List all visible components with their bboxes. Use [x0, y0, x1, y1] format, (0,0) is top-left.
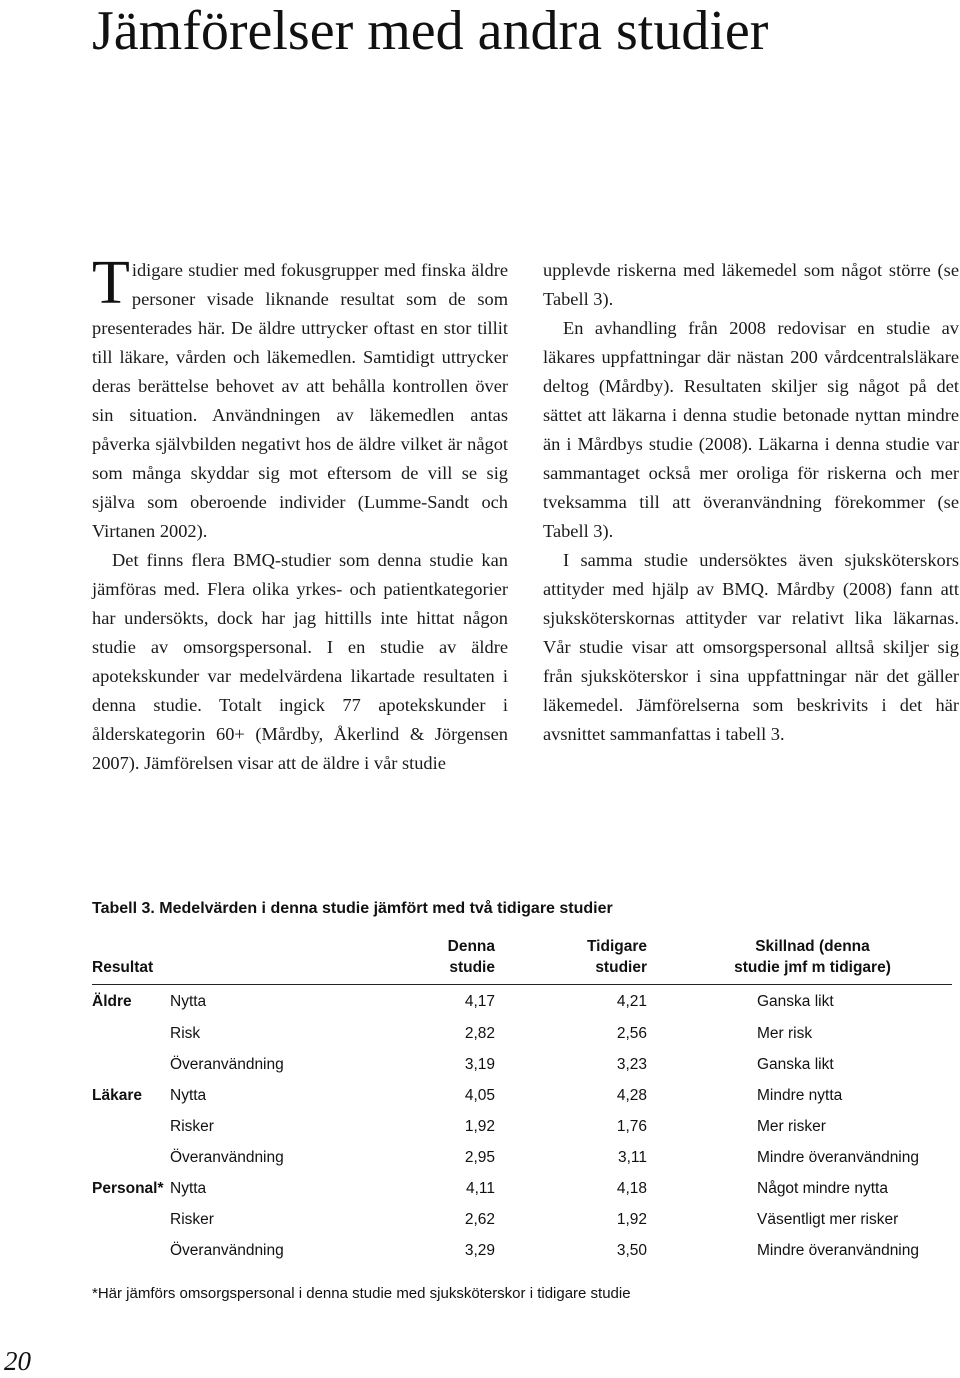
cell-tidigare: 3,11 — [617, 1149, 647, 1166]
cell-tidigare: 4,21 — [616, 993, 647, 1010]
table-row — [92, 1142, 952, 1173]
table-row — [92, 1204, 952, 1235]
cell-group: Äldre — [92, 993, 132, 1010]
cell-group — [92, 1018, 170, 1049]
table-row — [92, 985, 952, 1019]
cell-skillnad: Väsentligt mer risker — [757, 1211, 899, 1228]
cell-group — [92, 1204, 170, 1235]
cell-item: Risker — [170, 1118, 214, 1135]
cell-denna: 2,62 — [464, 1211, 495, 1228]
continued-paragraph: upplevde riskerna med läkemedel som något större (se Tabell 3). — [543, 260, 959, 309]
table-row — [92, 1173, 952, 1204]
cell-group — [92, 1049, 170, 1080]
cell-denna: 4,11 — [465, 1180, 495, 1197]
cell-group — [92, 1142, 170, 1173]
table-footnote: *Här jämförs omsorgspersonal i denna studie med sjuksköterskor i tidigare studie — [92, 1285, 631, 1302]
cell-item: Nytta — [170, 1087, 207, 1104]
cell-tidigare: 1,76 — [616, 1118, 647, 1135]
intro-paragraph — [92, 249, 508, 546]
header-tidigare-studier: Tidigare studier — [495, 936, 647, 985]
cell-item: Nytta — [170, 1180, 207, 1197]
bmq-paragraph: Det finns flera BMQ-studier som denna studie kan jämföras med. Flera olika yrkes- och patientkategorier har undersökts, dock har jag hittills inte hittat någon studie av omsorgspersonal. I en studie av äldre apotekskunder var medelvärdena likartade resultaten i denna studie. Totalt ingick 77 apotekskunder i ålderskategorin 60+ (Mårdby, Åkerlind & Jörgensen 2007). Jämförelsen visar att de äldre i vår studie — [92, 550, 508, 773]
cell-item: Överanvändning — [170, 1149, 284, 1166]
table-row — [92, 1049, 952, 1080]
cell-tidigare: 4,28 — [616, 1087, 647, 1104]
table-caption-text: Medelvärden i denna studie jämfört med två tidigare studier — [154, 900, 613, 917]
cell-item: Risker — [170, 1211, 214, 1228]
cell-denna: 3,19 — [464, 1056, 495, 1073]
table-row — [92, 1018, 952, 1049]
results-table — [92, 936, 952, 1266]
physicians-paragraph: En avhandling från 2008 redovisar en studie av läkares uppfattningar där nästan 200 vårdcentralsläkare deltog (Mårdby). Resultaten skiljer sig något på det sättet att läkarna i denna studie betonade nyttan mindre än i Mårdbys studie (2008). Läkarna i denna studie var sammantaget också mer oroliga för riskerna och mer tveksamma till att överanvändning förekommer (se Tabell 3). — [543, 318, 959, 541]
cell-denna: 1,92 — [464, 1118, 495, 1135]
cell-group: Läkare — [92, 1087, 142, 1104]
cell-denna: 2,95 — [464, 1149, 495, 1166]
right-column — [543, 256, 959, 749]
table-caption-label: Tabell 3. — [92, 900, 155, 917]
page-number: 20 — [4, 1346, 31, 1376]
header-item — [170, 936, 372, 985]
cell-denna: 3,29 — [464, 1242, 495, 1259]
header-denna-studie: Denna studie — [372, 936, 495, 985]
cell-group: Personal* — [92, 1180, 164, 1197]
cell-item: Risk — [170, 1025, 201, 1042]
table-row — [92, 1080, 952, 1111]
cell-group — [92, 1235, 170, 1266]
page-title: Jämförelser med andra studier — [92, 0, 769, 62]
cell-item: Överanvändning — [170, 1242, 284, 1259]
cell-item: Överanvändning — [170, 1056, 284, 1073]
cell-denna: 2,82 — [464, 1025, 495, 1042]
cell-tidigare: 4,18 — [616, 1180, 647, 1197]
cell-skillnad: Något mindre nytta — [757, 1180, 888, 1197]
cell-skillnad: Mindre överanvändning — [757, 1242, 919, 1259]
intro-paragraph-text: idigare studier med fokusgrupper med finska äldre personer visade liknande resultat som de som presenterades här. De äldre uttrycker oftast en stor tillit till läkare, vården och läkemedlen. Samtidigt uttrycker deras berättelse behovet av att behålla kontrollen över sin situation. Användningen av läkemedlen antas påverka självbilden negativt hos de äldre vilket är något som många skyddar sig mot eftersom de vill se sig själva som oberoende individer (Lumme-Sandt och Virtanen 2002). — [92, 260, 508, 541]
table-row — [92, 1235, 952, 1266]
cell-denna: 4,17 — [464, 993, 495, 1010]
cell-tidigare: 3,23 — [616, 1056, 647, 1073]
cell-skillnad: Mer risker — [757, 1118, 826, 1135]
cell-skillnad: Mindre överanvändning — [757, 1149, 919, 1166]
header-resultat: Resultat — [92, 936, 170, 985]
cell-skillnad: Ganska likt — [757, 1056, 834, 1073]
cell-skillnad: Mer risk — [757, 1025, 813, 1042]
cell-tidigare: 3,50 — [616, 1242, 647, 1259]
cell-skillnad: Mindre nytta — [757, 1087, 843, 1104]
cell-item: Nytta — [170, 993, 207, 1010]
left-column — [92, 249, 508, 778]
table-header-row — [92, 936, 952, 985]
cell-group — [92, 1111, 170, 1142]
cell-skillnad: Ganska likt — [757, 993, 834, 1010]
drop-cap: T — [92, 249, 130, 317]
cell-denna: 4,05 — [464, 1087, 495, 1104]
table-caption — [92, 898, 613, 920]
nurses-paragraph: I samma studie undersöktes även sjuksköterskors attityder med hjälp av BMQ. Mårdby (2008) fann att sjuksköterskornas attityder var relativt lika läkarnas. Vår studie visar att omsorgspersonal alltså skiljer sig från sjuksköterskor i sina uppfattningar när det gäller läkemedel. Jämförelserna som beskrivits i det här avsnittet sammanfattas i tabell 3. — [543, 550, 959, 744]
table-row — [92, 1111, 952, 1142]
cell-tidigare: 2,56 — [616, 1025, 647, 1042]
header-skillnad: Skillnad (denna studie jmf m tidigare) — [647, 936, 952, 985]
cell-tidigare: 1,92 — [616, 1211, 647, 1228]
